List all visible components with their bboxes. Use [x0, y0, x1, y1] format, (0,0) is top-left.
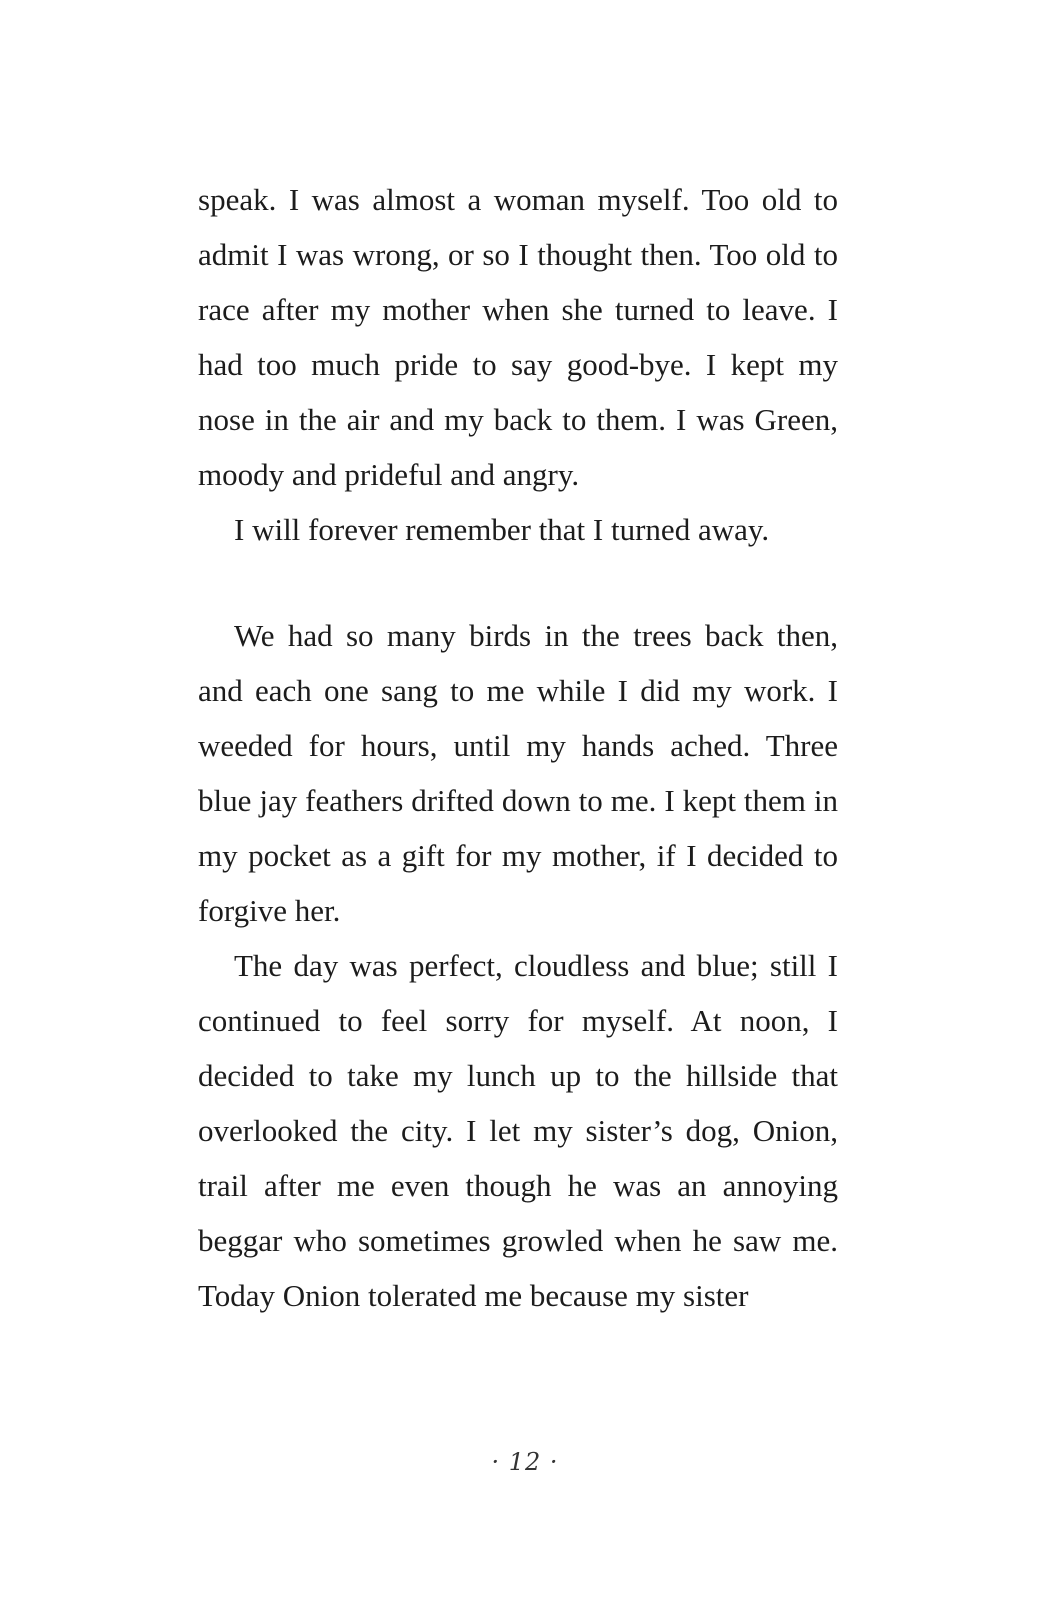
paragraph: I will forever remember that I turned away. — [234, 512, 770, 547]
text-section-1 — [198, 172, 838, 557]
paragraph: The day was perfect, cloudless and blue; still I continued to feel sorry for myself. At noon, I decided to take my lunch up to the hillside that overlooked the city. I let my sister’s dog, Onion, trail after me even though he was an annoying beggar who sometimes growled when he saw me. Today Onion tolerated me because my sister — [198, 948, 838, 1313]
paragraph: speak. I was almost a woman myself. Too old to admit I was wrong, or so I thought then. Too old to race after my mother when she turned to leave. I had too much pride to say good-bye. I kept my nose in the air and my back to them. I was Green, moody and prideful and angry. — [198, 182, 838, 492]
text-section-2 — [198, 608, 838, 1323]
paragraph: We had so many birds in the trees back then, and each one sang to me while I did my work. I weeded for hours, until my hands ached. Three blue jay feathers drifted down to me. I kept them in my pocket as a gift for my mother, if I decided to forgive her. — [198, 618, 838, 928]
page-number: · 12 · — [491, 1448, 559, 1476]
